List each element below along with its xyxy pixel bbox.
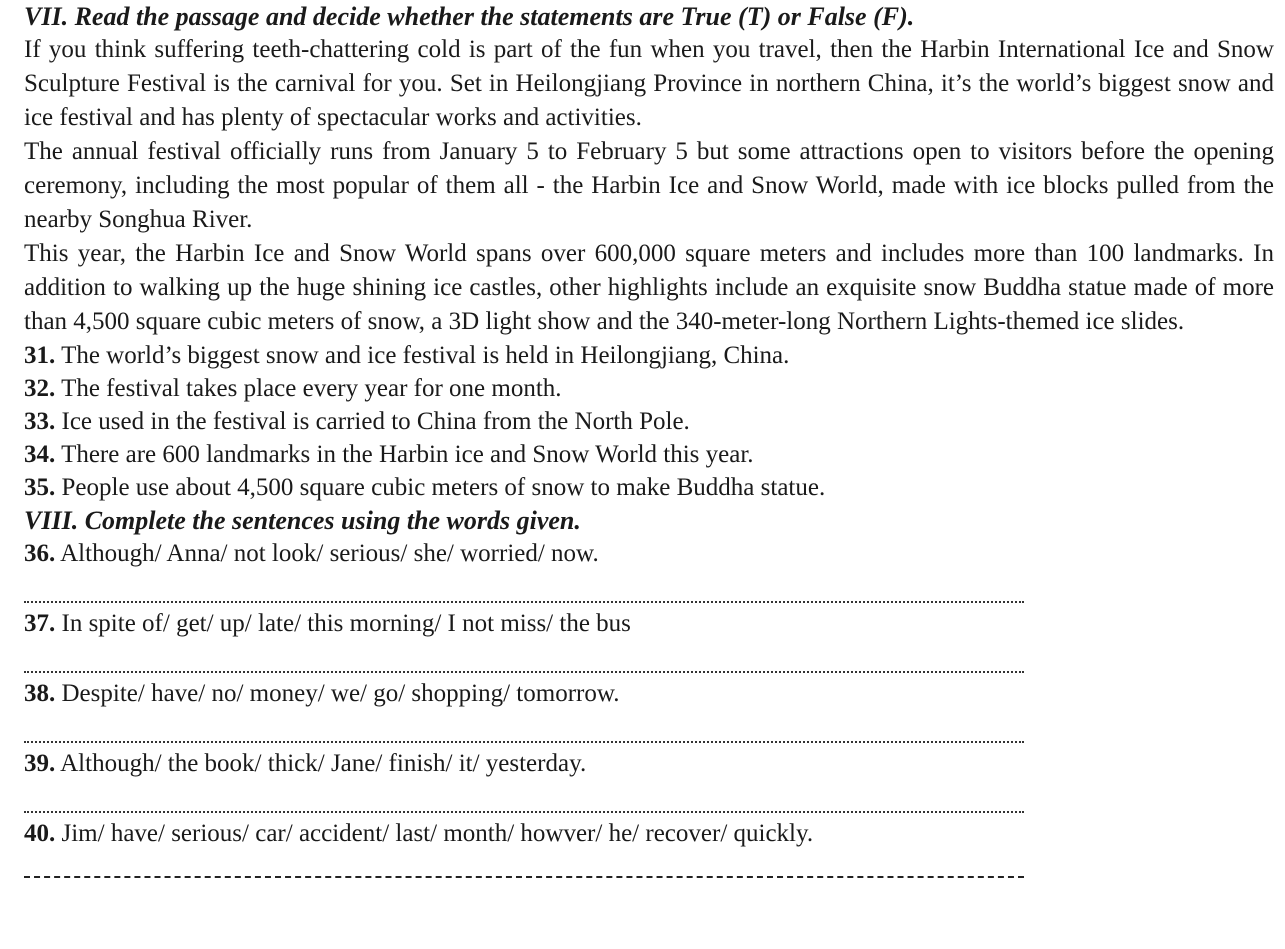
question-32 <box>24 372 1274 405</box>
question-number: 38. <box>24 680 56 707</box>
question-number: 39. <box>24 750 56 777</box>
question-number: 35. <box>24 474 56 501</box>
question-40 <box>24 817 1274 850</box>
answer-line-38[interactable] <box>24 710 1024 743</box>
answer-line-40[interactable] <box>24 850 1024 878</box>
question-37 <box>24 607 1274 640</box>
question-number: 33. <box>24 408 56 435</box>
passage-paragraph-2: The annual festival officially runs from January 5 to February 5 but some attractions open to visitors before the opening ceremony, including the most popular of them all - the Harbin Ice and Snow World, made with ice blocks pulled from the nearby Songhua River. <box>24 138 1274 233</box>
question-35 <box>24 471 1274 504</box>
question-text: Ice used in the festival is carried to China from the North Pole. <box>61 408 690 435</box>
answer-line-39[interactable] <box>24 780 1024 813</box>
passage-paragraph-1: If you think suffering teeth-chattering cold is part of the fun when you travel, then the Harbin International Ice and Snow Sculpture Festival is the carnival for you. Set in Heilongjiang Province in northern China, it’s the world’s biggest snow and ice festival and has plenty of spectacular works and activities. <box>24 36 1274 131</box>
passage-paragraph-3: This year, the Harbin Ice and Snow World spans over 600,000 square meters and includes more than 100 landmarks. In addition to walking up the huge shining ice castles, other highlights include an exquisite snow Buddha statue made of more than 4,500 square cubic meters of snow, a 3D light show and the 340-meter-long Northern Lights-themed ice slides. <box>24 240 1274 335</box>
worksheet-page <box>24 0 1274 882</box>
section-8-title: VIII. Complete the sentences using the words given. <box>24 506 581 535</box>
question-text: People use about 4,500 square cubic meters of snow to make Buddha statue. <box>61 474 826 501</box>
answer-line-37[interactable] <box>24 640 1024 673</box>
question-text: The world’s biggest snow and ice festival is held in Heilongjiang, China. <box>61 342 790 369</box>
question-text: Despite/ have/ no/ money/ we/ go/ shopping/ tomorrow. <box>61 680 620 707</box>
question-text: Although/ Anna/ not look/ serious/ she/ worried/ now. <box>60 540 599 567</box>
question-number: 37. <box>24 610 56 637</box>
question-number: 36. <box>24 540 56 567</box>
question-34 <box>24 438 1274 471</box>
question-38 <box>24 677 1274 710</box>
question-text: There are 600 landmarks in the Harbin ice and Snow World this year. <box>61 441 754 468</box>
question-number: 34. <box>24 441 56 468</box>
question-text: Although/ the book/ thick/ Jane/ finish/ it/ yesterday. <box>60 750 587 777</box>
question-33 <box>24 405 1274 438</box>
question-text: Jim/ have/ serious/ car/ accident/ last/ month/ howver/ he/ recover/ quickly. <box>61 820 814 847</box>
question-31 <box>24 339 1274 372</box>
section-7-title: VII. Read the passage and decide whether the statements are True (T) or False (F). <box>24 2 915 31</box>
question-number: 31. <box>24 342 56 369</box>
question-text: The festival takes place every year for one month. <box>61 375 562 402</box>
question-text: In spite of/ get/ up/ late/ this morning/ I not miss/ the bus <box>61 610 631 637</box>
answer-line-36[interactable] <box>24 570 1024 603</box>
question-39 <box>24 747 1274 780</box>
question-number: 32. <box>24 375 56 402</box>
question-36 <box>24 537 1274 570</box>
question-number: 40. <box>24 820 56 847</box>
